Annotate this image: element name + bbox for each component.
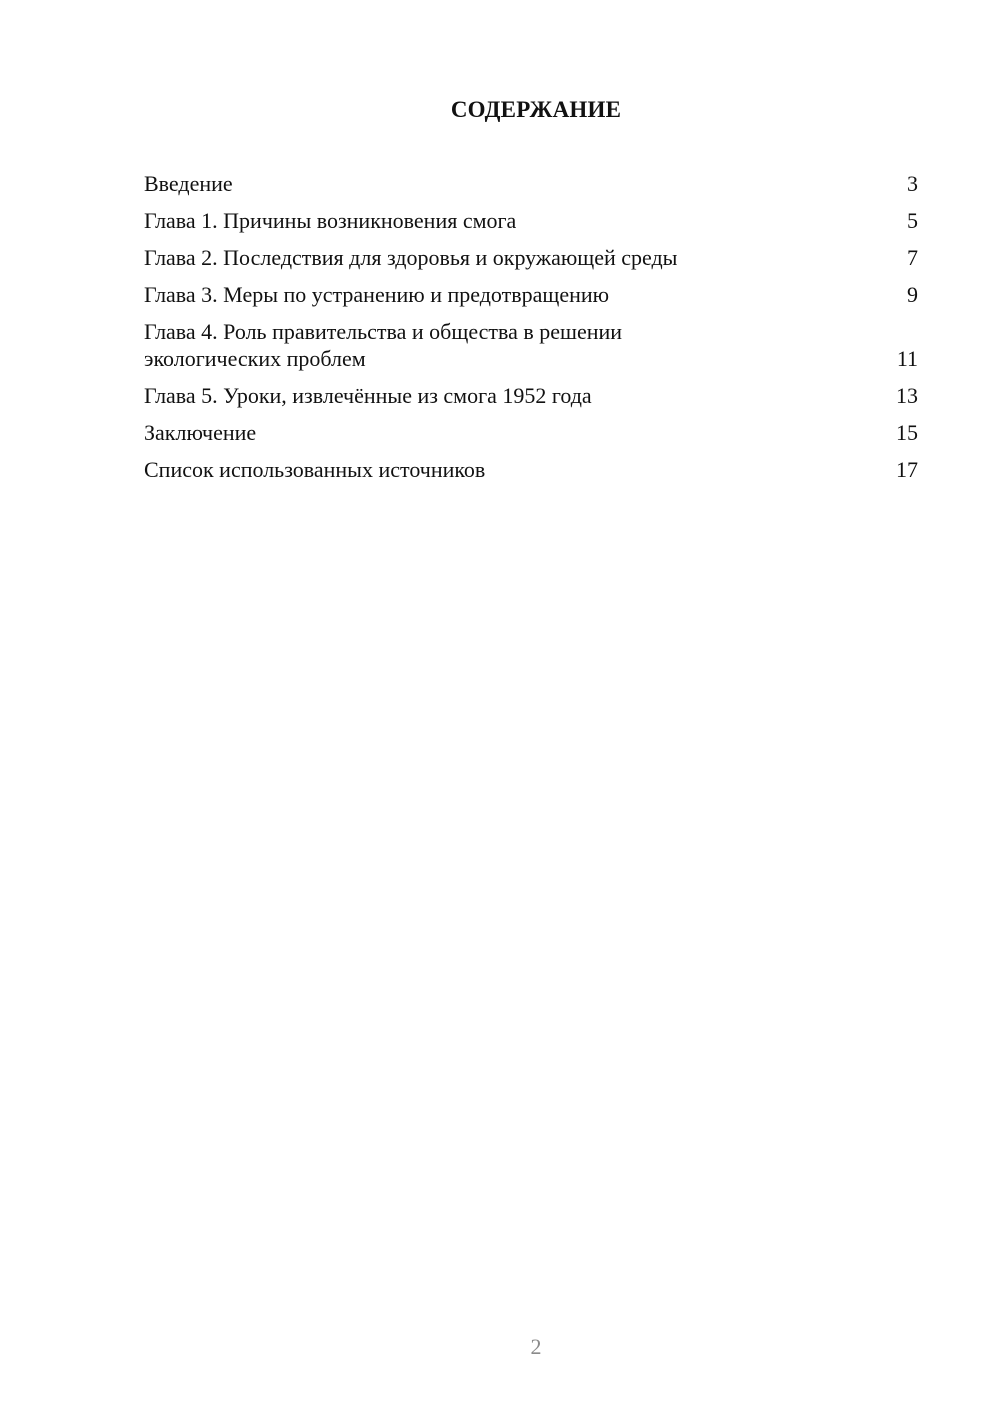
toc-entry-title: Глава 1. Причины возникновения смога [144,208,517,233]
toc-entry-page: 15 [896,420,918,445]
toc-entry-page: 9 [907,282,918,307]
toc-entry-page: 3 [907,171,918,196]
toc-entry-page: 11 [896,346,918,371]
table-of-contents [144,170,918,493]
toc-entry-title: Заключение [144,420,257,445]
toc-heading: СОДЕРЖАНИЕ [450,97,622,122]
toc-entry-page: 17 [896,457,918,482]
toc-entry-title: Глава 2. Последствия для здоровья и окружающей среды [144,245,678,270]
toc-entry-introduction[interactable] [144,170,918,197]
toc-entry-page: 13 [896,383,918,408]
page-number: 2 [530,1334,542,1359]
toc-entry-chapter-2[interactable] [144,244,918,271]
toc-entry-chapter-3[interactable] [144,281,918,308]
toc-entry-title: Глава 3. Меры по устранению и предотвращению [144,282,610,307]
toc-entry-page: 7 [907,245,918,270]
toc-entry-page: 5 [907,208,918,233]
toc-entry-references[interactable] [144,456,918,483]
toc-entry-title: Глава 4. Роль правительства и общества в решении экологических проблем [144,319,623,371]
toc-entry-title: Список использованных источников [144,457,486,482]
toc-entry-chapter-1[interactable] [144,207,918,234]
toc-entry-chapter-5[interactable] [144,382,918,409]
toc-entry-title: Глава 5. Уроки, извлечённые из смога 1952 года [144,383,592,408]
toc-entry-chapter-4[interactable] [144,318,918,372]
toc-entry-title: Введение [144,171,233,196]
toc-entry-conclusion[interactable] [144,419,918,446]
